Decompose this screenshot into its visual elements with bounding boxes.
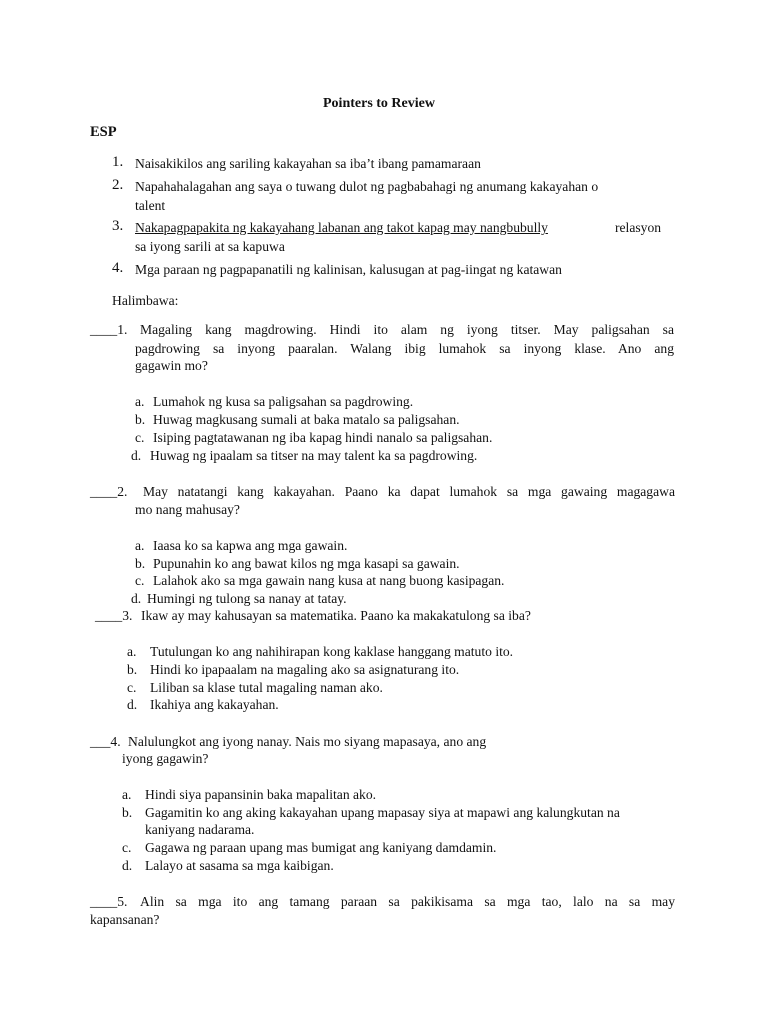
question-text: Nalulungkot ang iyong nanay. Nais mo siyang mapasaya, ano ang <box>128 734 487 749</box>
choice-letter: c. <box>127 680 137 695</box>
choice-letter: b. <box>135 556 146 571</box>
answer-blank: ____3. <box>95 608 133 623</box>
pointer-number: 1. <box>112 154 124 170</box>
choice-text: Gagawa ng paraan upang mas bumigat ang kaniyang damdamin. <box>145 840 497 855</box>
question-text: Ikaw ay may kahusayan sa matematika. Paano ka makakatulong sa iba? <box>141 608 531 623</box>
question-text: May natatangi kang kakayahan. Paano ka dapat lumahok sa mga gawaing magagawa <box>143 484 675 499</box>
choice-text: Lumahok ng kusa sa paligsahan sa pagdrowing. <box>153 394 414 409</box>
subject-heading: ESP <box>90 124 117 140</box>
choice-text: Huwag ng ipaalam sa titser na may talent ka sa pagdrowing. <box>150 448 478 463</box>
pointer-number: 3. <box>112 218 124 234</box>
choice-text: Pupunahin ko ang bawat kilos ng mga kasapi sa gawain. <box>153 556 460 571</box>
choice-text: Huwag magkusang sumali at baka matalo sa paligsahan. <box>153 412 460 427</box>
pointer-underlined-text: Nakapagpapakita ng kakayahang labanan ang takot kapag may nangbubully <box>135 220 548 235</box>
choice-text: Isiping pagtatawanan ng iba kapag hindi nanalo sa paligsahan. <box>153 430 493 445</box>
question-text: gagawin mo? <box>135 358 208 373</box>
choice-letter: d. <box>127 697 138 712</box>
choice-text: Hindi siya papansinin baka mapalitan ako. <box>145 787 377 802</box>
choice-text: Gagamitin ko ang aking kakayahan upang mapasay siya at mapawi ang kalungkutan na <box>145 805 620 820</box>
pointer-text: Napahahalagahan ang saya o tuwang dulot ng pagbabahagi ng anumang kakayahan o <box>135 179 599 194</box>
answer-blank: ____5. <box>90 894 128 909</box>
choice-letter: a. <box>122 787 132 802</box>
choice-letter: c. <box>135 573 145 588</box>
choice-letter: d. <box>122 858 133 873</box>
choice-text: kaniyang nadarama. <box>145 822 255 837</box>
choice-text: Hindi ko ipapaalam na magaling ako sa asignaturang ito. <box>150 662 460 677</box>
choice-letter: d. <box>131 591 142 606</box>
choice-text: Humingi ng tulong sa nanay at tatay. <box>147 591 347 606</box>
choice-text: Tutulungan ko ang nahihirapan kong kaklase hanggang matuto ito. <box>150 644 514 659</box>
answer-blank: ___4. <box>90 734 121 749</box>
pointer-text: relasyon <box>615 220 662 235</box>
answer-blank: ____2. <box>90 484 128 499</box>
question-text: iyong gagawin? <box>122 751 209 766</box>
choice-text: Lalayo at sasama sa mga kaibigan. <box>145 858 334 873</box>
pointer-number: 4. <box>112 260 124 276</box>
example-label: Halimbawa: <box>112 293 179 308</box>
choice-letter: c. <box>122 840 132 855</box>
question-text: Alin sa mga ito ang tamang paraan sa pakikisama sa mga tao, lalo na sa may <box>140 894 675 909</box>
pointer-text: Naisakikilos ang sariling kakayahan sa iba’t ibang pamamaraan <box>135 156 481 171</box>
choice-text: Iaasa ko sa kapwa ang mga gawain. <box>153 538 348 553</box>
question-text: mo nang mahusay? <box>135 502 240 517</box>
question-text: Magaling kang magdrowing. Hindi ito alam ng iyong titser. May paligsahan sa <box>140 322 674 337</box>
choice-letter: d. <box>131 448 142 463</box>
pointer-number: 2. <box>112 177 124 193</box>
answer-blank: ____1. <box>90 322 128 337</box>
choice-letter: c. <box>135 430 145 445</box>
pointer-text: sa iyong sarili at sa kapuwa <box>135 239 285 254</box>
choice-letter: a. <box>127 644 137 659</box>
choice-text: Lalahok ako sa mga gawain nang kusa at nang buong kasipagan. <box>153 573 505 588</box>
page-title: Pointers to Review <box>323 96 435 111</box>
choice-letter: a. <box>135 394 145 409</box>
pointer-text: Mga paraan ng pagpapanatili ng kalinisan, kalusugan at pag-iingat ng katawan <box>135 262 562 277</box>
question-text: kapansanan? <box>90 912 160 927</box>
question-text: pagdrowing sa inyong paaralan. Walang ibig lumahok sa inyong klase. Ano ang <box>135 341 674 356</box>
pointer-text: talent <box>135 198 166 213</box>
choice-text: Ikahiya ang kakayahan. <box>150 697 279 712</box>
choice-text: Liliban sa klase tutal magaling naman ako. <box>150 680 383 695</box>
choice-letter: a. <box>135 538 145 553</box>
choice-letter: b. <box>122 805 133 820</box>
choice-letter: b. <box>135 412 146 427</box>
choice-letter: b. <box>127 662 138 677</box>
